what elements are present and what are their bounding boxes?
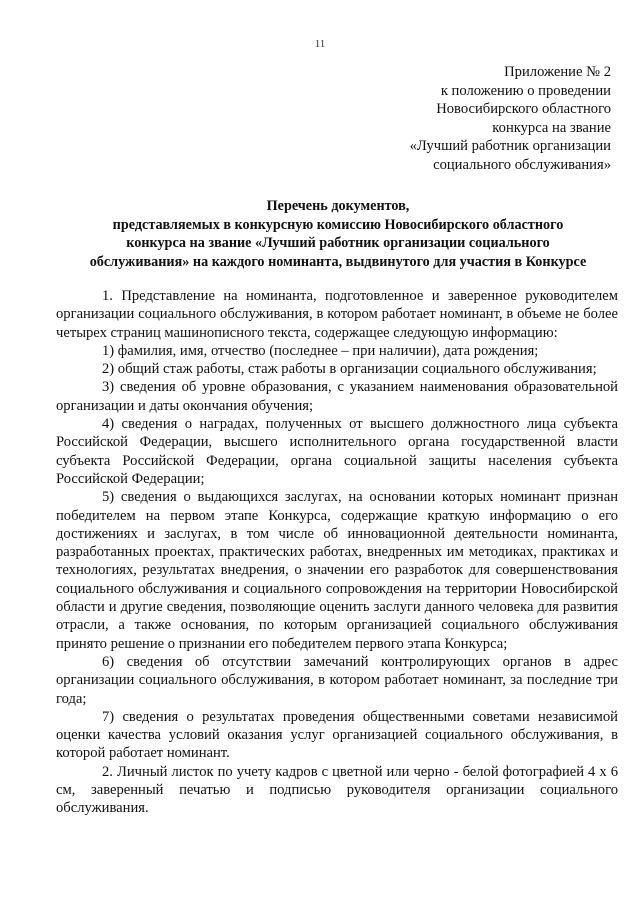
document-title	[58, 197, 618, 271]
appendix-line: к положению о проведении	[440, 82, 611, 99]
paragraph-subitem-5: 5) сведения о выдающихся заслугах, на основании которых номинант признан победителем на первом этапе Конкурса, содержащие краткую информацию о его достижениях и заслугах, в том числе об инновационной деятельности номинанта, разработанных проектах, практических работах, внедренных им методиках, практиках и технологиях, результатах внедрения, о значении его разработок для совершенствования социального обслуживания и социального сопровождения на территории Новосибирской области и другие сведения, позволяющие оценить заслуги данного человека для развития отрасли, а также основания, по которым организацией социального обслуживания принято решение о признании его победителем первого этапа Конкурса;	[56, 489, 618, 652]
title-line: Перечень документов,	[266, 198, 410, 214]
paragraph-item-2: 2. Личный листок по учету кадров с цветной или черно - белой фотографией 4 х 6 см, заверенный печатью и подписью руководителя организации социального обслуживания.	[56, 763, 618, 817]
paragraph-subitem-4: 4) сведения о наградах, полученных от высшего должностного лица субъекта Российской Федерации, высшего исполнительного органа государственной власти субъекта Российской Федерации, органа социальной защиты населения субъекта Российской Федерации;	[56, 416, 618, 487]
paragraph-item-1: 1. Представление на номинанта, подготовленное и заверенное руководителем организации социального обслуживания, в котором работает номинант, в объеме не более четырех страниц машинописного текста, содержащее следующую информацию:	[56, 288, 618, 341]
appendix-line: Новосибирского областного	[436, 101, 611, 117]
paragraph-subitem-1: 1) фамилия, имя, отчество (последнее – при наличии), дата рождения;	[102, 342, 539, 359]
paragraph-subitem-7: 7) сведения о результатах проведения общественными советами независимой оценки качества условий оказания услуг организацией социального обслуживания, в которой работает номинант.	[56, 708, 618, 762]
paragraph-subitem-3: 3) сведения об уровне образования, с указанием наименования образовательной организации и даты окончания обучения;	[56, 379, 618, 414]
paragraph-subitem-6: 6) сведения об отсутствии замечаний контролирующих органов в адрес организации социального обслуживания, в котором работает номинант, за последние три года;	[56, 653, 618, 707]
paragraph-subitem-2: 2) общий стаж работы, стаж работы в организации социального обслуживания;	[102, 361, 597, 378]
appendix-line: Приложение № 2	[504, 64, 611, 80]
title-line: конкурса на звание «Лучший работник организации социального	[126, 235, 550, 252]
document-body	[56, 287, 618, 818]
page-number: 11	[314, 38, 326, 50]
appendix-line: конкурса на звание	[492, 119, 611, 136]
appendix-line: социального обслуживания»	[433, 156, 611, 173]
title-line: обслуживания» на каждого номинанта, выдвинутого для участия в Конкурсе	[89, 253, 587, 270]
title-line: представляемых в конкурсную комиссию Новосибирского областного	[112, 216, 564, 233]
appendix-line: «Лучший работник организации	[409, 138, 611, 154]
appendix-header	[410, 63, 611, 174]
